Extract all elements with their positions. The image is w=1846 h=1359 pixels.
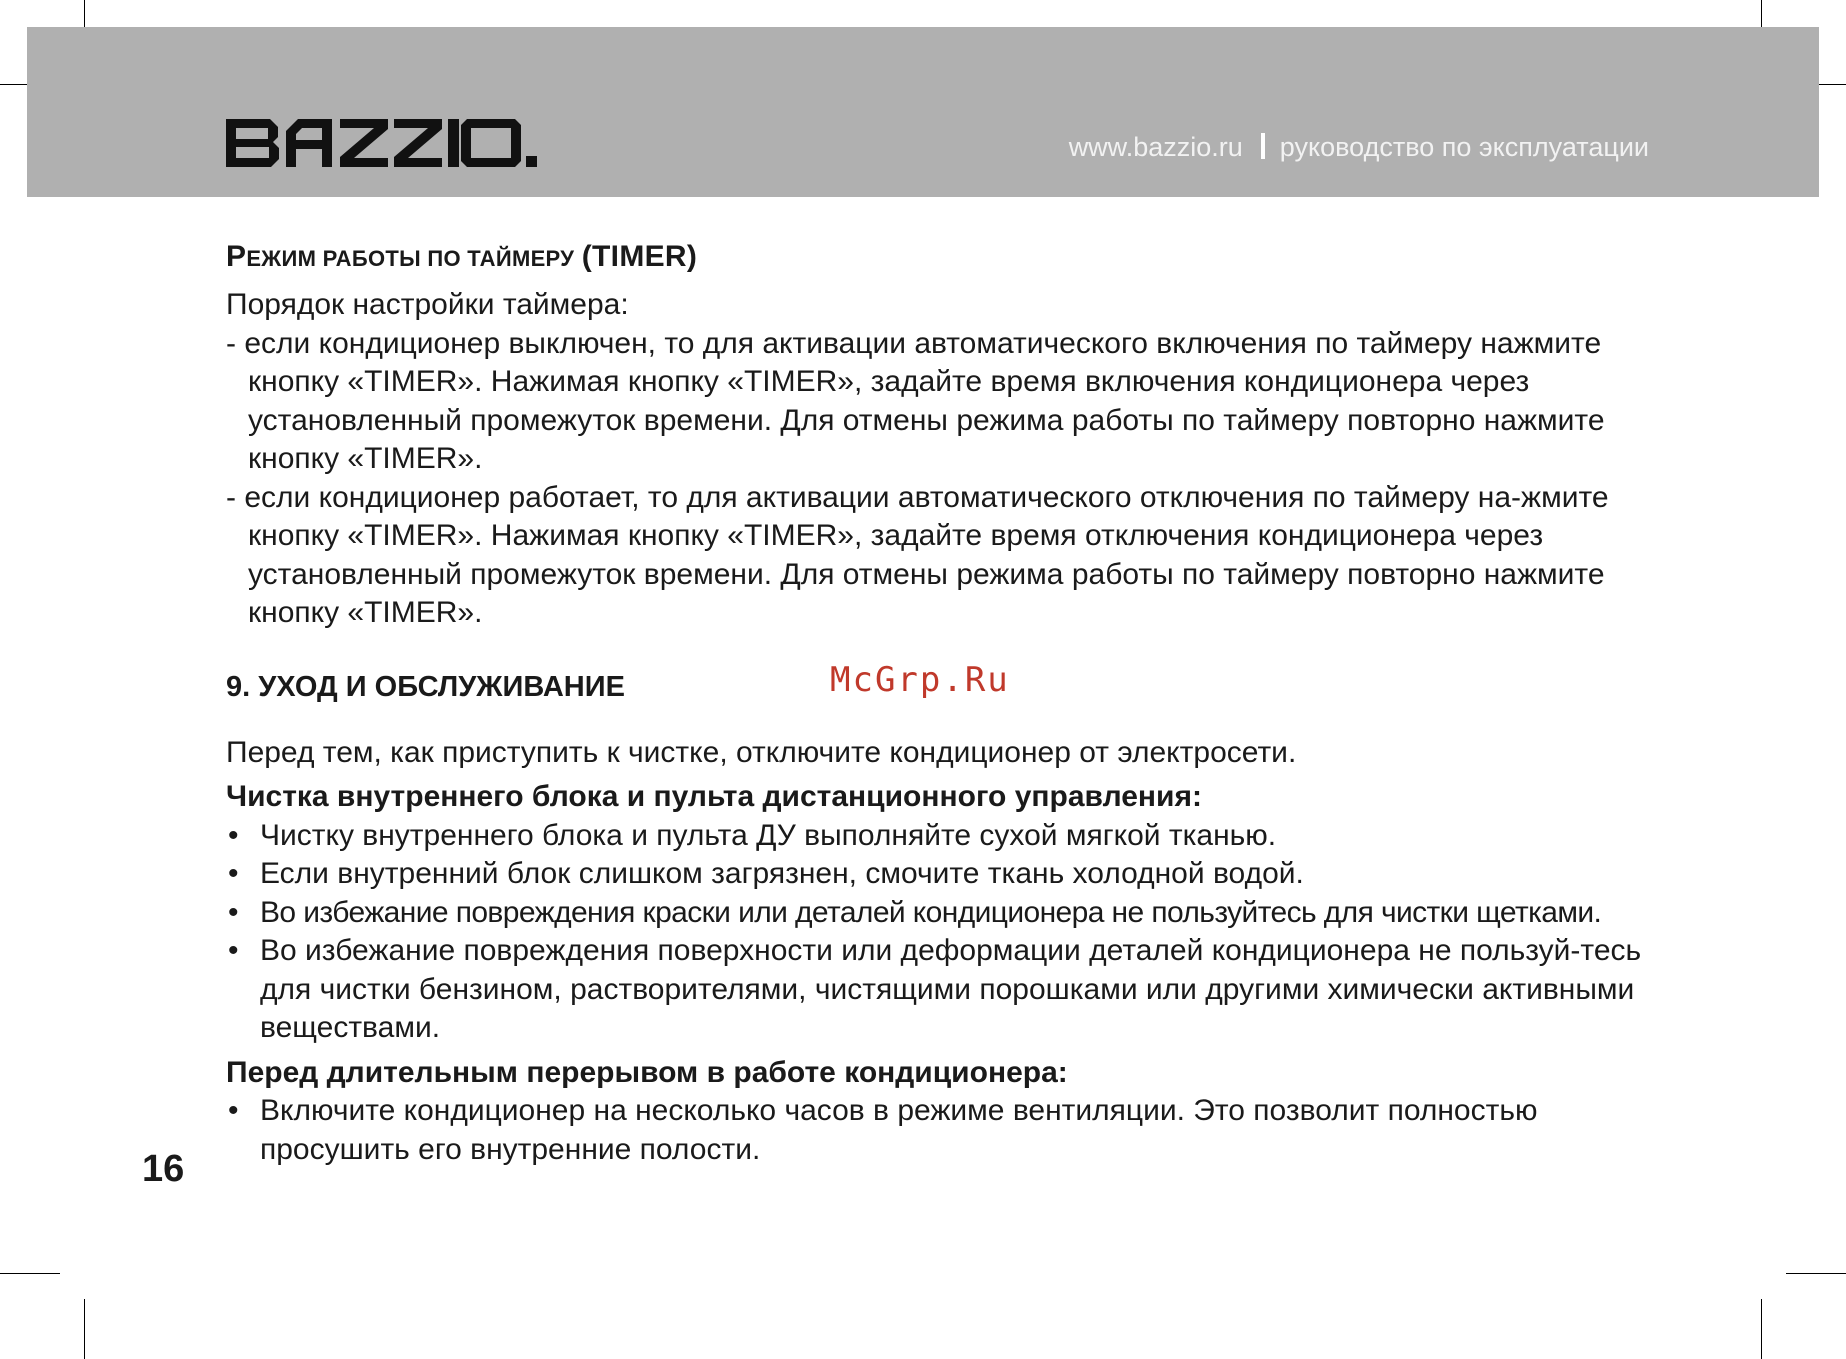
cleaning-heading: Чистка внутреннего блока и пульта дистанционного управления: (226, 780, 1202, 813)
timer-item: - если кондиционер работает, то для активации автоматического отключения по таймеру на-жмите кнопку «TIMER». Нажимая кнопку «TIMER», задайте время отключения кондиционера через установленный промежуток времени. Для отмены режима работы по таймеру повторно нажмите кнопку «TIMER». (226, 480, 1609, 629)
crop-mark (0, 1273, 60, 1274)
care-intro: Перед тем, как приступить к чистке, отключите кондиционер от электросети. (226, 735, 1297, 769)
list-item: • Включите кондиционер на несколько часов в режиме вентиляции. Это позволит полностью просушить его внутренние полости. (228, 1094, 1538, 1166)
timer-item: - если кондиционер выключен, то для активации автоматического включения по таймеру нажмите кнопку «TIMER». Нажимая кнопку «TIMER», задайте время включения кондиционера через установленный промежуток времени. Для отмены режима работы по таймеру повторно нажмите кнопку «TIMER». (226, 326, 1605, 475)
page-number: 16 (142, 1148, 185, 1190)
timer-intro: Порядок настройки таймера: (226, 288, 629, 321)
manual-subtitle: руководство по эксплуатации (1279, 132, 1649, 162)
header-divider (1261, 133, 1265, 159)
break-heading: Перед длительным перерывом в работе кондиционера: (226, 1055, 1068, 1089)
crop-mark (1786, 1273, 1846, 1274)
care-section-title: 9. УХОД И ОБСЛУЖИВАНИЕ (226, 670, 625, 703)
crop-mark (1761, 1299, 1762, 1359)
timer-section-title: РЕЖИМ РАБОТЫ ПО ТАЙМЕРУ (TIMER) (226, 240, 698, 273)
watermark: McGrp.Ru (830, 660, 1010, 700)
page-content (226, 240, 1646, 1169)
break-list (226, 1092, 1646, 1169)
list-item: • Если внутренний блок слишком загрязнен, смочите ткань холодной водой. (228, 857, 1304, 890)
bazzio-logo (226, 119, 538, 167)
header-meta (1069, 132, 1649, 163)
cleaning-list (226, 817, 1646, 1048)
site-url[interactable]: www.bazzio.ru (1068, 132, 1243, 162)
list-item: • Во избежание повреждения поверхности или деформации деталей кондиционера не пользуй-тесь для чистки бензином, растворителями, чистящими порошками или другими химически активными веществами. (228, 934, 1642, 1044)
crop-mark (84, 1299, 85, 1359)
page-header (27, 27, 1819, 197)
list-item: • Чистку внутреннего блока и пульта ДУ выполняйте сухой мягкой тканью. (228, 818, 1277, 852)
list-item: • Во избежание повреждения краски или деталей кондиционера не пользуйтесь для чистки щетками. (228, 895, 1602, 929)
